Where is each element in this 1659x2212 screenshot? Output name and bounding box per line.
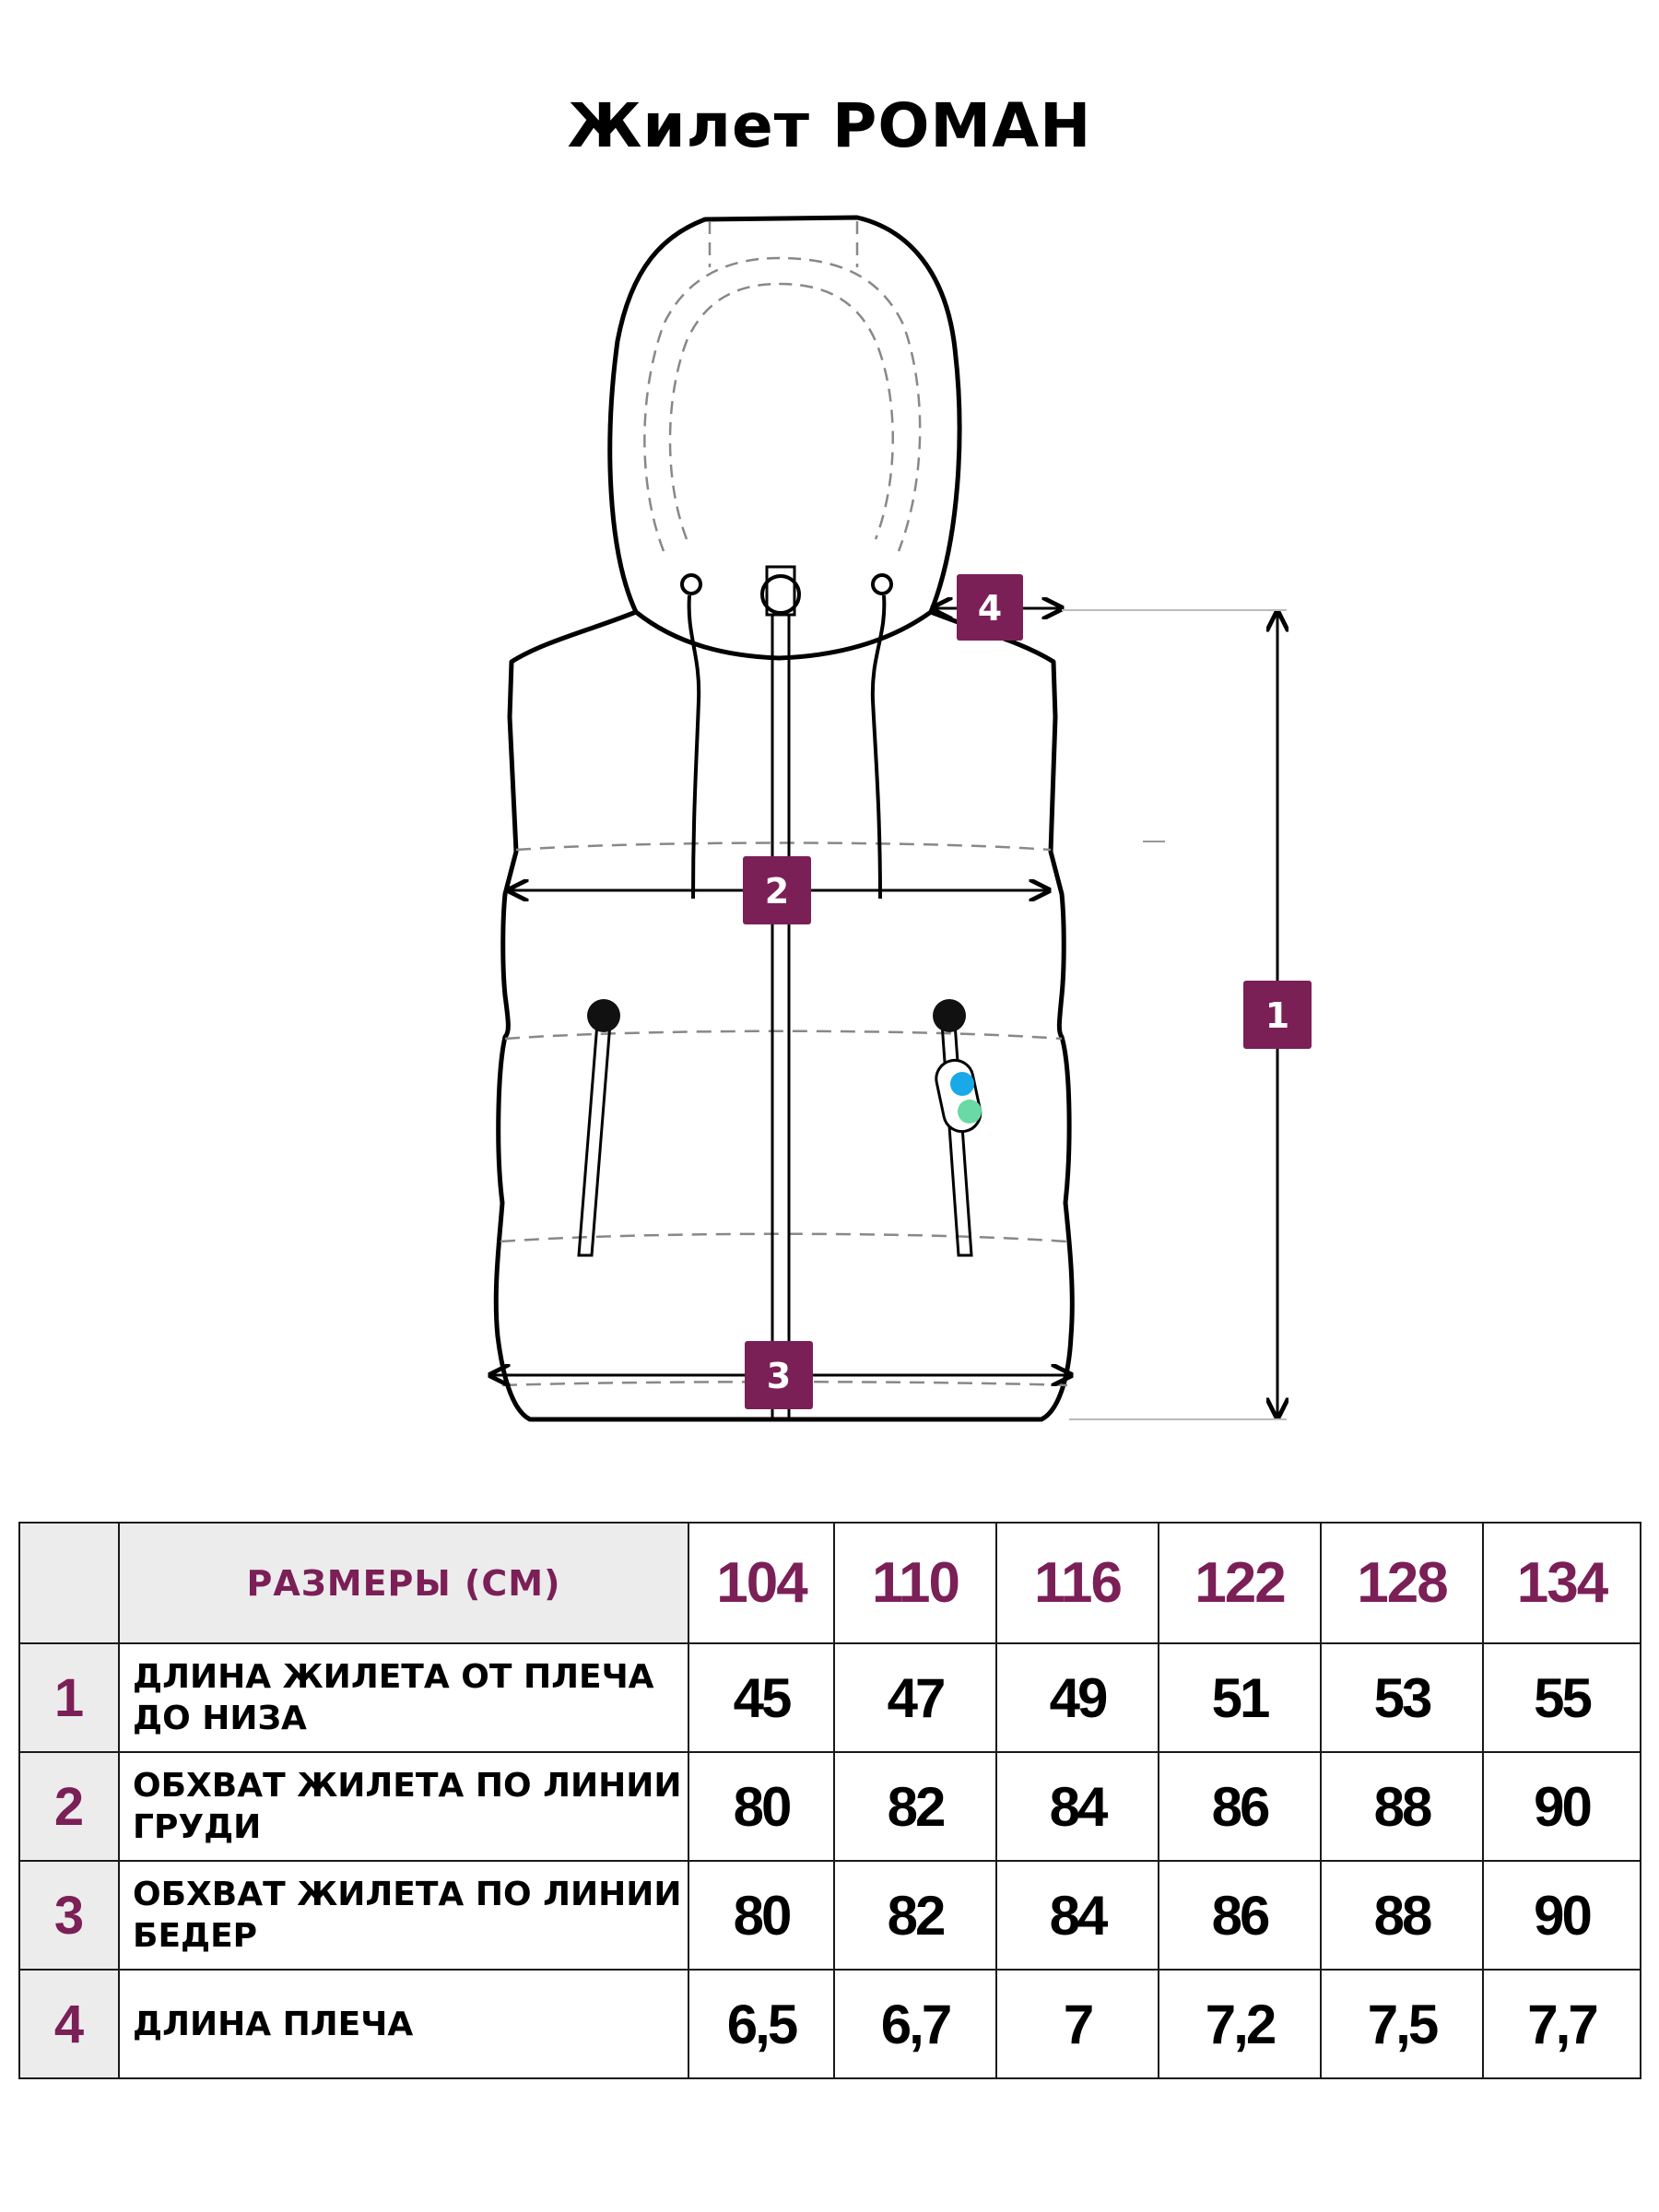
value-cell: 49 bbox=[996, 1643, 1159, 1752]
pocket-button-left bbox=[587, 999, 620, 1032]
tag-dot-blue bbox=[950, 1072, 974, 1096]
sizes-header-label: РАЗМЕРЫ (СМ) bbox=[119, 1523, 688, 1643]
zipper bbox=[772, 613, 789, 1419]
size-header: 116 bbox=[996, 1523, 1159, 1643]
svg-text:3: 3 bbox=[766, 1356, 792, 1396]
svg-text:1: 1 bbox=[1265, 995, 1290, 1036]
row-description-line: ОБХВАТ ЖИЛЕТА ПО ЛИНИИ bbox=[133, 1767, 682, 1805]
value-cell: 47 bbox=[834, 1643, 996, 1752]
row-description-line: ДЛИНА ПЛЕЧА bbox=[133, 2005, 414, 2043]
zipper-pull-tag bbox=[933, 1057, 983, 1135]
row-description-line: ДЛИНА ЖИЛЕТА ОТ ПЛЕЧА bbox=[133, 1658, 654, 1696]
value-cell: 80 bbox=[688, 1752, 834, 1861]
table-row bbox=[19, 1752, 1641, 1861]
row-number: 3 bbox=[19, 1861, 119, 1970]
marker-4 bbox=[957, 574, 1023, 641]
size-header: 134 bbox=[1483, 1523, 1641, 1643]
size-header: 110 bbox=[834, 1523, 996, 1643]
row-description bbox=[119, 1970, 688, 2078]
value-cell: 53 bbox=[1321, 1643, 1483, 1752]
size-table bbox=[18, 1522, 1641, 2079]
row-number: 1 bbox=[19, 1643, 119, 1752]
value-cell: 80 bbox=[688, 1861, 834, 1970]
row-description bbox=[119, 1752, 688, 1861]
row-description-line: ДО НИЗА bbox=[133, 1700, 307, 1737]
pockets bbox=[579, 1023, 971, 1255]
vest-body bbox=[496, 612, 1072, 1419]
size-header: 104 bbox=[688, 1523, 834, 1643]
hood-inner-seams bbox=[644, 221, 920, 551]
tag-dot-green bbox=[958, 1100, 982, 1124]
value-cell: 90 bbox=[1483, 1861, 1641, 1970]
drawcords bbox=[682, 575, 891, 899]
value-cell: 45 bbox=[688, 1643, 834, 1752]
marker-3 bbox=[745, 1341, 813, 1409]
value-cell: 88 bbox=[1321, 1752, 1483, 1861]
row-description-line: БЕДЕР bbox=[133, 1917, 258, 1955]
value-cell: 7,2 bbox=[1159, 1970, 1321, 2078]
value-cell: 6,7 bbox=[834, 1970, 996, 2078]
table-row bbox=[19, 1861, 1641, 1970]
row-description bbox=[119, 1643, 688, 1752]
corner-cell bbox=[19, 1523, 119, 1643]
value-cell: 6,5 bbox=[688, 1970, 834, 2078]
marker-2 bbox=[743, 856, 811, 924]
table-row bbox=[19, 1970, 1641, 2078]
value-cell: 88 bbox=[1321, 1861, 1483, 1970]
page-title: Жилет РОМАН bbox=[567, 90, 1092, 161]
value-cell: 84 bbox=[996, 1752, 1159, 1861]
row-description bbox=[119, 1861, 688, 1970]
value-cell: 86 bbox=[1159, 1752, 1321, 1861]
value-cell: 84 bbox=[996, 1861, 1159, 1970]
value-cell: 7,5 bbox=[1321, 1970, 1483, 2078]
row-description-line: ОБХВАТ ЖИЛЕТА ПО ЛИНИИ bbox=[133, 1876, 682, 1913]
marker-1 bbox=[1243, 981, 1312, 1049]
table-row bbox=[19, 1643, 1641, 1752]
svg-text:2: 2 bbox=[764, 871, 790, 912]
value-cell: 90 bbox=[1483, 1752, 1641, 1861]
value-cell: 7,7 bbox=[1483, 1970, 1641, 2078]
table-header-row bbox=[19, 1523, 1641, 1643]
size-header: 128 bbox=[1321, 1523, 1483, 1643]
pocket-button-right bbox=[933, 999, 966, 1032]
svg-text:4: 4 bbox=[977, 588, 1003, 629]
value-cell: 7 bbox=[996, 1970, 1159, 2078]
size-header: 122 bbox=[1159, 1523, 1321, 1643]
row-description-line: ГРУДИ bbox=[133, 1808, 262, 1846]
zipper-pull bbox=[767, 567, 794, 615]
value-cell: 51 bbox=[1159, 1643, 1321, 1752]
value-cell: 82 bbox=[834, 1861, 996, 1970]
value-cell: 55 bbox=[1483, 1643, 1641, 1752]
row-number: 4 bbox=[19, 1970, 119, 2078]
value-cell: 82 bbox=[834, 1752, 996, 1861]
value-cell: 86 bbox=[1159, 1861, 1321, 1970]
row-number: 2 bbox=[19, 1752, 119, 1861]
